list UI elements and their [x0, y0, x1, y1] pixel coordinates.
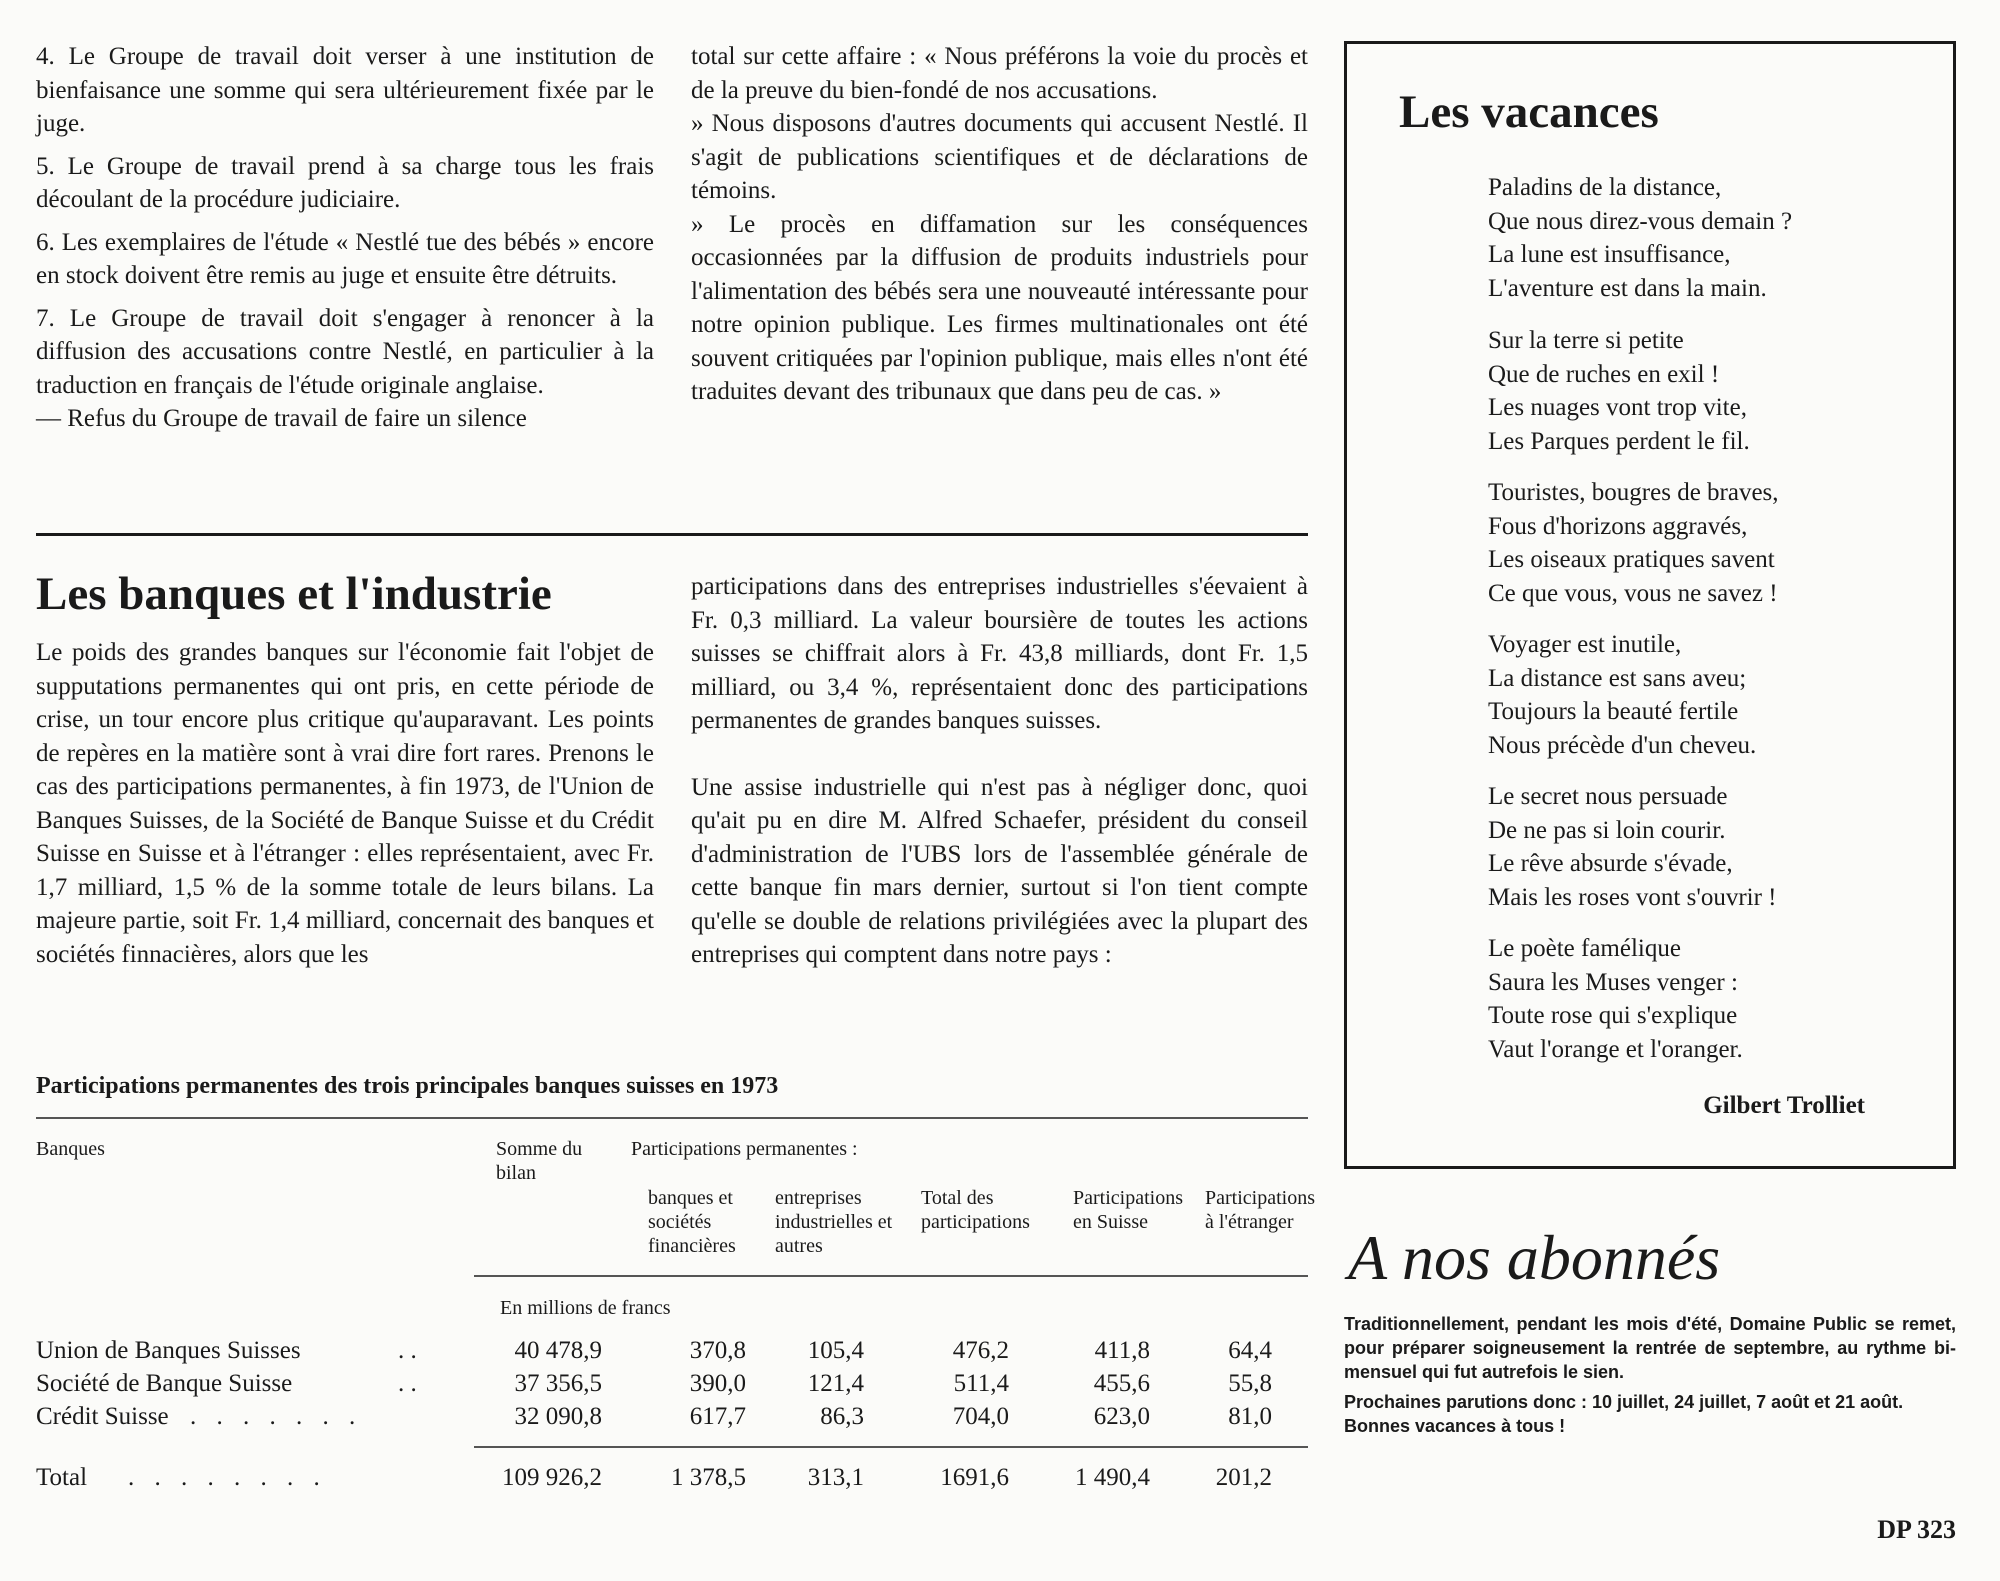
article-column-2 — [691, 40, 1308, 409]
article-column-1 — [36, 40, 654, 436]
poem-line: Le rêve absurde s'évade, — [1488, 850, 1733, 877]
poem-line: Les nuages vont trop vite, — [1488, 394, 1747, 421]
cell: 370,8 — [689, 1337, 746, 1364]
cell: 411,8 — [1094, 1337, 1150, 1364]
row-sbs-name: Société de Banque Suisse — [36, 1370, 293, 1397]
header-etranger: Participations à l'étranger — [1205, 1187, 1315, 1233]
subscribers-paragraph-1: Traditionnellement, pendant les mois d'été, Domaine Public se remet, pour préparer soigneusement la rentrée de septembre, au rythme bi-mensuel qui fut autrefois le sien. — [1344, 1314, 1956, 1382]
cell: 55,8 — [1228, 1370, 1272, 1397]
row-total-name: Total — [36, 1464, 88, 1491]
subscribers-paragraph-3: Bonnes vacances à tous ! — [1344, 1416, 1566, 1436]
header-suisse: Participations en Suisse — [1073, 1187, 1183, 1233]
cell: 40 478,9 — [514, 1337, 602, 1364]
banks-paragraph-2: participations dans des entreprises industrielles s'éevaient à Fr. 0,3 milliard. La valeur boursière de toutes les actions suisses se chiffrait alors à Fr. 43,8 milliards, dont Fr. 1,5 milliard, ou 3,4 %, représentaient donc des participations permanentes de grandes banques suisses. — [691, 573, 1308, 734]
poem-line: Que nous direz-vous demain ? — [1488, 207, 1793, 235]
poem-line: De ne pas si loin courir. — [1488, 816, 1726, 844]
row-ubs-name: Union de Banques Suisses — [36, 1337, 301, 1364]
quote-paragraph-1: total sur cette affaire : « Nous préférons la voie du procès et de la preuve du bien-fondé de nos accusations. — [691, 43, 1308, 104]
poem-line: Vaut l'orange et l'oranger. — [1488, 1035, 1743, 1063]
banks-paragraph-1: Le poids des grandes banques sur l'économie fait l'objet de supputations permanentes qui ont pris, en cette période de crise, un tour encore plus critique qu'auparavant. Les points de repères en la matière sont à vrai dire fort rares. Prenons le cas des participations permanentes, à fin 1973, de l'Union de Banques Suisses, de la Société de Banque Suisse et du Crédit Suisse en Suisse et à l'étranger : elles représentaient, avec Fr. 1,7 milliard, 1,5 % de la somme totale de leurs bilans. La majeure partie, soit Fr. 1,4 milliard, concernait des banques et sociétés finnacières, alors que les — [36, 639, 654, 968]
poem-line: Les oiseaux pratiques savent — [1488, 546, 1775, 573]
poem-line: Le poète famélique — [1488, 935, 1681, 962]
header-banques-societes: banques et sociétés financières — [648, 1187, 736, 1257]
cell: 1691,6 — [940, 1464, 1009, 1491]
poem-line: Mais les roses vont s'ouvrir ! — [1488, 883, 1777, 911]
cell: 201,2 — [1215, 1464, 1272, 1491]
cell: 32 090,8 — [514, 1403, 602, 1430]
row-total-dots: . . . . . . . . — [128, 1464, 320, 1491]
row-cs-name: Crédit Suisse — [36, 1403, 169, 1430]
unit-label: En millions de francs — [500, 1297, 671, 1319]
cell: 64,4 — [1228, 1337, 1272, 1364]
cell: 37 356,5 — [514, 1370, 602, 1397]
cell: 455,6 — [1093, 1370, 1150, 1397]
item-4: 4. Le Groupe de travail doit verser à une institution de bienfaisance une somme qui sera ultérieurement fixée par le juge. — [36, 43, 654, 137]
poem-title: Les vacances — [1399, 86, 1659, 138]
poem-line: Toute rose qui s'explique — [1488, 1002, 1738, 1029]
poem-line: Les Parques perdent le fil. — [1488, 427, 1750, 455]
row-sbs-dots: . . — [398, 1370, 417, 1397]
poem-line: Ce que vous, vous ne savez ! — [1488, 579, 1778, 607]
poem-line: La distance est sans aveu; — [1488, 664, 1747, 692]
table-title: Participations permanentes des trois principales banques suisses en 1973 — [36, 1073, 779, 1099]
cell: 390,0 — [689, 1370, 746, 1397]
poem-line: Paladins de la distance, — [1488, 174, 1722, 201]
item-6: 6. Les exemplaires de l'étude « Nestlé tue des bébés » encore en stock doivent être remis au juge et ensuite être détruits. — [36, 228, 654, 289]
poem-box — [1344, 41, 1956, 1169]
poem-line: Sur la terre si petite — [1488, 327, 1684, 354]
item-7: 7. Le Groupe de travail doit s'engager à renoncer à la diffusion des accusations contre Nestlé, en particulier à la traduction en français de l'étude originale anglaise. — [36, 304, 654, 399]
poem-stanza — [1488, 171, 1792, 305]
subscribers-title: A nos abonnés — [1348, 1222, 1721, 1293]
cell: 1 378,5 — [671, 1464, 746, 1491]
cell: 109 926,2 — [502, 1464, 602, 1491]
poem-line: Nous précède d'un cheveu. — [1488, 731, 1757, 759]
cell: 313,1 — [807, 1464, 864, 1491]
poem-stanza — [1488, 628, 1756, 762]
cell: 617,7 — [689, 1403, 746, 1430]
banks-column-2 — [691, 570, 1308, 972]
cell: 121,4 — [807, 1370, 864, 1397]
row-cs-dots: . . . . . . . — [190, 1403, 356, 1430]
poem-stanza — [1488, 780, 1777, 914]
poem-stanza — [1488, 324, 1750, 458]
section-divider — [36, 533, 1308, 536]
subscribers-notice — [1344, 1312, 1956, 1444]
table-total-rule — [474, 1446, 1308, 1448]
poem-line: Toujours la beauté fertile — [1488, 698, 1739, 725]
poem-stanza — [1488, 932, 1743, 1066]
table-header-rule — [474, 1275, 1308, 1277]
table-top-rule — [36, 1117, 1308, 1119]
poem-line: Fous d'horizons aggravés, — [1488, 512, 1748, 540]
cell: 86,3 — [820, 1403, 864, 1430]
banks-paragraph-3: Une assise industrielle qui n'est pas à négliger donc, quoi qu'ait pu en dire M. Alfred Schaefer, président du conseil d'administration de l'UBS lors de l'assemblée générale de cette banque fin mars dernier, surtout si l'on tient compte qu'elle se double de relations privilégiées avec la plupart des entreprises qui comptent dans notre pays : — [691, 773, 1308, 968]
cell: 1 490,4 — [1075, 1464, 1150, 1491]
banks-column-1 — [36, 636, 654, 971]
poem-author: Gilbert Trolliet — [1703, 1092, 1865, 1119]
subscribers-paragraph-2: Prochaines parutions donc : 10 juillet, 24 juillet, 7 août et 21 août. — [1344, 1392, 1904, 1412]
header-total-participations: Total des participations — [921, 1187, 1030, 1233]
banks-article-title: Les banques et l'industrie — [36, 568, 552, 620]
poem-line: Le secret nous persuade — [1488, 783, 1728, 810]
poem-line: Que de ruches en exil ! — [1488, 360, 1720, 388]
cell: 623,0 — [1093, 1403, 1150, 1430]
poem-line: Voyager est inutile, — [1488, 631, 1682, 658]
item-5: 5. Le Groupe de travail prend à sa charge tous les frais découlant de la procédure judiciaire. — [36, 152, 654, 213]
poem-line: La lune est insuffisance, — [1488, 241, 1731, 268]
poem-line: Saura les Muses venger : — [1488, 968, 1738, 996]
header-entreprises: entreprises industrielles et autres — [775, 1187, 893, 1257]
header-somme-bilan: Somme du bilan — [496, 1138, 583, 1184]
cell: 511,4 — [953, 1370, 1009, 1397]
poem-stanza — [1488, 476, 1779, 610]
row-ubs-dots: . . — [398, 1337, 417, 1364]
cell: 476,2 — [952, 1337, 1009, 1364]
quote-paragraph-2: » Nous disposons d'autres documents qui accusent Nestlé. Il s'agit de publications scientifiques et de déclarations de témoins. — [691, 110, 1308, 204]
cell: 704,0 — [952, 1403, 1009, 1430]
poem-line: Touristes, bougres de braves, — [1488, 479, 1779, 506]
cell: 81,0 — [1228, 1403, 1272, 1430]
header-banques: Banques — [36, 1138, 105, 1160]
refusal-line: — Refus du Groupe de travail de faire un silence — [36, 405, 527, 432]
page-number: DP 323 — [1877, 1515, 1956, 1544]
cell: 105,4 — [807, 1337, 864, 1364]
header-participations: Participations permanentes : — [631, 1138, 858, 1160]
poem-line: L'aventure est dans la main. — [1488, 274, 1767, 302]
quote-paragraph-3: » Le procès en diffamation sur les conséquences occasionnées par la diffusion de produits industriels pour l'alimentation des bébés sera une nouveauté intéressante pour notre opinion publique. Les firmes multinationales ont été souvent critiquées par l'opinion publique, mais elles n'ont été traduites devant des tribunaux que dans peu de cas. » — [691, 210, 1308, 405]
